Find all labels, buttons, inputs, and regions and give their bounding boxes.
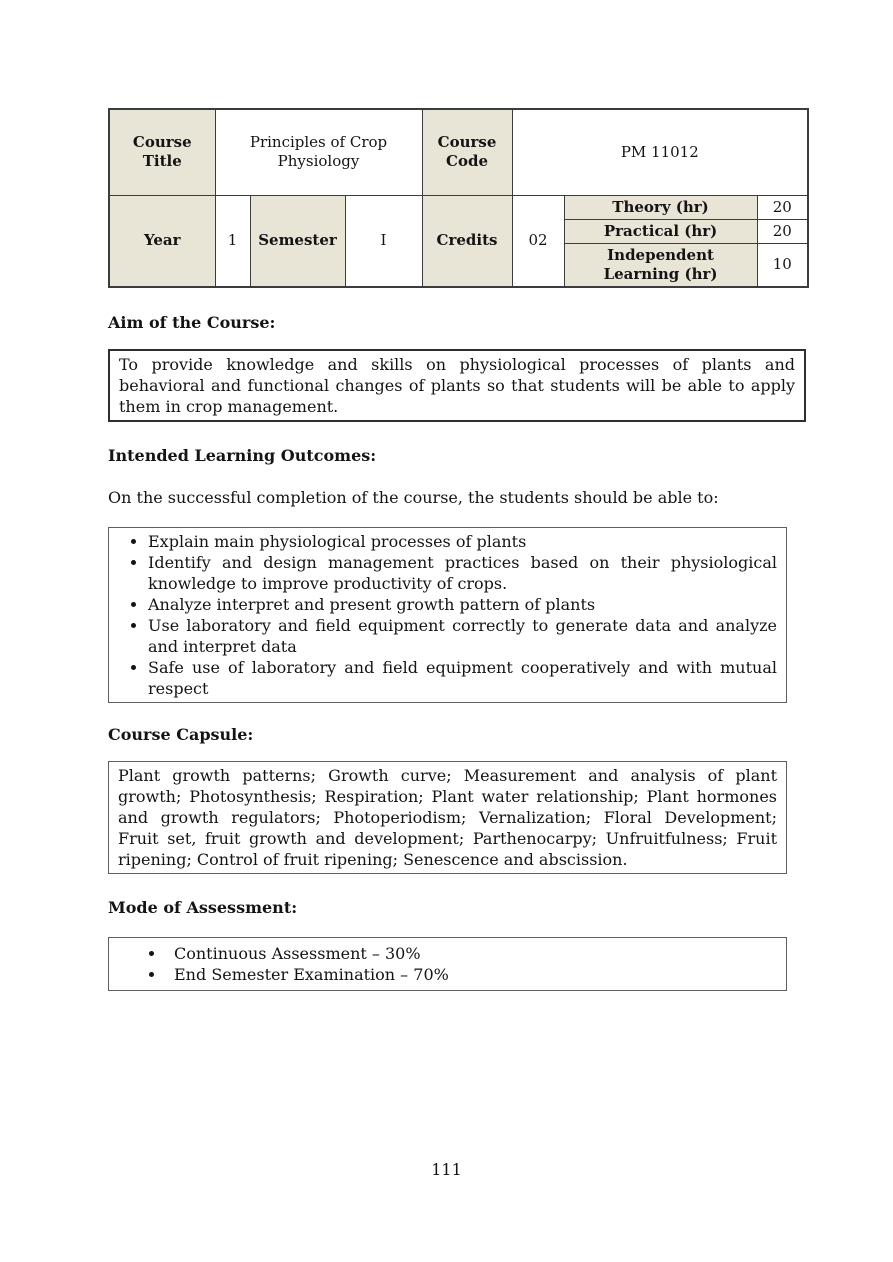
- table-row: [109, 195, 808, 219]
- course-capsule-box: Plant growth patterns; Growth curve; Measurement and analysis of plant growth; Photosynthesis; Respiration; Plant water relationship; Plant hormones and growth regulators; Photoperiodism; Vernalization; Floral Development; Fruit set, fruit growth and development; Parthenocarpy; Unfruitfulness; Fruit ripening; Control of fruit ripening; Senescence and abscission.: [108, 761, 787, 874]
- course-capsule-heading: Course Capsule:: [108, 724, 254, 744]
- course-info-table: [108, 108, 809, 288]
- course-title-label-cell: Course Title: [109, 109, 215, 195]
- year-value-cell: 1: [215, 195, 250, 287]
- assessment-bullet: • End Semester Examination – 70%: [166, 964, 777, 985]
- ilo-bullet: • Safe use of laboratory and field equipment cooperatively and with mutual respect: [148, 657, 777, 699]
- assessment-box: [108, 937, 787, 991]
- independent-learning-value-cell: 10: [757, 243, 808, 287]
- practical-hours-label-cell: Practical (hr): [564, 219, 757, 243]
- independent-learning-label-cell: [564, 243, 757, 287]
- page-content: [108, 108, 807, 991]
- semester-value-cell: I: [345, 195, 422, 287]
- aim-box: To provide knowledge and skills on physiological processes of plants and behavioral and functional changes of plants so that students will be able to apply them in crop management.: [108, 349, 806, 422]
- table-row: [109, 109, 808, 195]
- semester-label-cell: Semester: [250, 195, 345, 287]
- aim-heading: Aim of the Course:: [108, 312, 276, 332]
- ilo-intro-text: On the successful completion of the course, the students should be able to:: [108, 487, 719, 507]
- ilo-bullet: • Use laboratory and field equipment correctly to generate data and analyze and interpret data: [148, 615, 777, 657]
- ilo-bullet: • Analyze interpret and present growth pattern of plants: [148, 594, 777, 615]
- credits-label-cell: Credits: [422, 195, 512, 287]
- course-code-value-cell: PM 11012: [512, 109, 808, 195]
- ilo-box: [108, 527, 787, 703]
- ilo-heading: Intended Learning Outcomes:: [108, 445, 377, 465]
- ilo-bullet: • Explain main physiological processes of plants: [148, 531, 777, 552]
- theory-hours-value-cell: 20: [757, 195, 808, 219]
- theory-hours-label-cell: Theory (hr): [564, 195, 757, 219]
- independent-learning-label: Independent Learning (hr): [603, 245, 718, 283]
- practical-hours-value-cell: 20: [757, 219, 808, 243]
- course-code-label-cell: Course Code: [422, 109, 512, 195]
- year-label-cell: Year: [109, 195, 215, 287]
- ilo-bullet-list: [118, 531, 777, 699]
- assessment-heading: Mode of Assessment:: [108, 897, 298, 917]
- assessment-bullet-list: [118, 943, 777, 985]
- course-title-value-cell: Principles of Crop Physiology: [215, 109, 422, 195]
- assessment-bullet: • Continuous Assessment – 30%: [166, 943, 777, 964]
- credits-value-cell: 02: [512, 195, 564, 287]
- page-number: 111: [431, 1160, 462, 1179]
- ilo-bullet: • Identify and design management practices based on their physiological knowledge to improve productivity of crops.: [148, 552, 777, 594]
